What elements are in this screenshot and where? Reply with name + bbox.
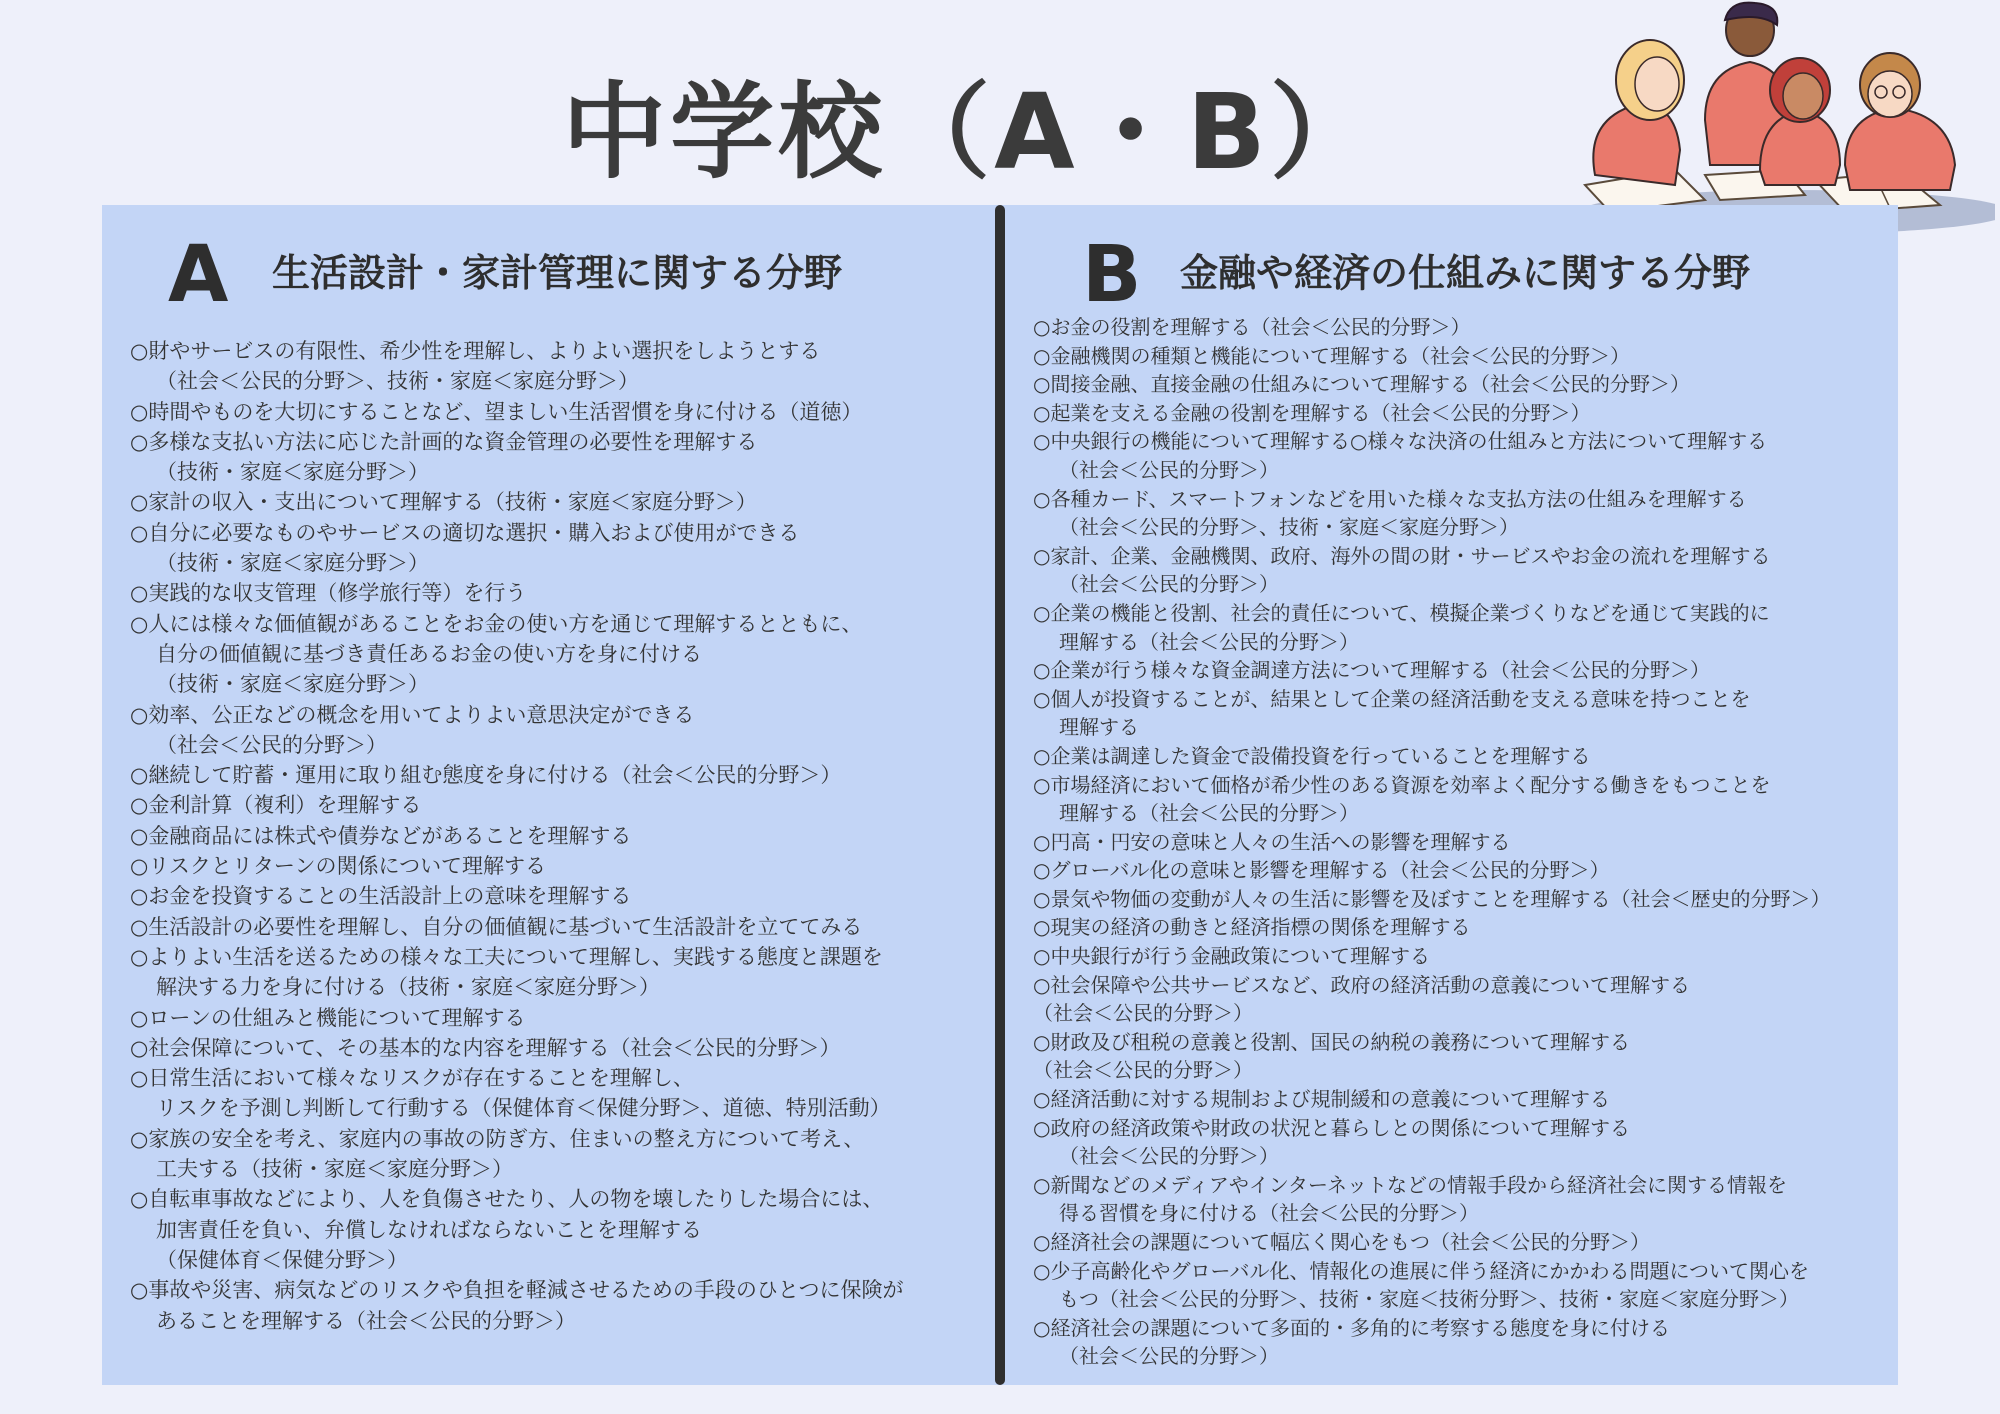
list-item: ○個人が投資することが、結果として企業の経済活動を支える意味を持つことを <box>1033 686 1751 711</box>
column-divider <box>995 205 1005 1385</box>
list-item: （技術・家庭＜家庭分野＞） <box>156 551 429 576</box>
list-item: （社会＜公民的分野＞） <box>1059 1144 1279 1169</box>
list-item: （社会＜公民的分野＞） <box>1059 457 1279 482</box>
list-item: ○よりよい生活を送るための様々な工夫について理解し、実践する態度と課題を <box>130 944 883 969</box>
list-item: ○経済社会の課題について多面的・多角的に考察する態度を身に付ける <box>1033 1315 1671 1340</box>
list-item: 得る習慣を身に付ける（社会＜公民的分野＞） <box>1059 1201 1479 1226</box>
section-a-list <box>130 336 903 1336</box>
list-item: ○市場経済において価格が希少性のある資源を効率よく配分する働きをもつことを <box>1033 772 1771 797</box>
list-item: もつ（社会＜公民的分野＞、技術・家庭＜技術分野＞、技術・家庭＜家庭分野＞） <box>1059 1287 1799 1312</box>
list-item: ○企業が行う様々な資金調達方法について理解する（社会＜公民的分野＞） <box>1033 658 1711 683</box>
list-item: ○多様な支払い方法に応じた計画的な資金管理の必要性を理解する <box>130 429 758 454</box>
list-item: ○ローンの仕組みと機能について理解する <box>130 1005 526 1030</box>
list-item: ○企業の機能と役割、社会的責任について、模擬企業づくりなどを通じて実践的に <box>1033 600 1770 625</box>
list-item: ○財やサービスの有限性、希少性を理解し、よりよい選択をしようとする <box>130 339 821 363</box>
list-item: ○家計の収入・支出について理解する（技術・家庭＜家庭分野＞） <box>130 490 757 515</box>
list-item: ○家計、企業、金融機関、政府、海外の間の財・サービスやお金の流れを理解する <box>1033 543 1771 568</box>
list-item: （技術・家庭＜家庭分野＞） <box>156 672 429 697</box>
list-item: （社会＜公民的分野＞） <box>156 732 387 757</box>
list-item: 理解する <box>1059 715 1139 740</box>
list-item: ○新聞などのメディアやインターネットなどの情報手段から経済社会に関する情報を <box>1033 1172 1788 1197</box>
list-item: ○人には様々な価値観があることをお金の使い方を通じて理解するとともに、 <box>130 611 863 636</box>
list-item: ○社会保障や公共サービスなど、政府の経済活動の意義について理解する <box>1033 972 1691 997</box>
list-item: （技術・家庭＜家庭分野＞） <box>156 460 429 485</box>
list-item: ○お金の役割を理解する（社会＜公民的分野＞） <box>1033 315 1471 339</box>
list-item: ○グローバル化の意味と影響を理解する（社会＜公民的分野＞） <box>1033 858 1610 883</box>
list-item: ○起業を支える金融の役割を理解する（社会＜公民的分野＞） <box>1033 400 1591 425</box>
list-item: （社会＜公民的分野＞） <box>1033 1058 1253 1083</box>
list-item: ○リスクとリターンの関係について理解する <box>130 854 547 879</box>
list-item: ○各種カード、スマートフォンなどを用いた様々な支払方法の仕組みを理解する <box>1033 486 1747 511</box>
list-item: ○財政及び租税の意義と役割、国民の納税の義務について理解する <box>1033 1029 1631 1054</box>
section-b-list <box>1033 313 1830 1371</box>
list-item: （社会＜公民的分野＞） <box>1059 1344 1279 1369</box>
list-item: （保健体育＜保健分野＞） <box>156 1247 408 1272</box>
list-item: リスクを予測し判断して行動する（保健体育＜保健分野＞、道徳、特別活動） <box>156 1096 891 1121</box>
list-item: ○効率、公正などの概念を用いてよりよい意思決定ができる <box>130 702 695 727</box>
list-item: ○自分に必要なものやサービスの適切な選択・購入および使用ができる <box>130 520 800 545</box>
list-item: ○現実の経済の動きと経済指標の関係を理解する <box>1033 915 1471 940</box>
list-item: ○日常生活において様々なリスクが存在することを理解し、 <box>130 1066 694 1091</box>
list-item: ○経済活動に対する規制および規制緩和の意義について理解する <box>1033 1087 1611 1112</box>
list-item: ○間接金融、直接金融の仕組みについて理解する（社会＜公民的分野＞） <box>1033 372 1691 397</box>
list-item: ○少子高齢化やグローバル化、情報化の進展に伴う経済にかかわる問題について関心を <box>1033 1258 1810 1283</box>
list-item: ○継続して貯蓄・運用に取り組む態度を身に付ける（社会＜公民的分野＞） <box>130 763 842 788</box>
list-item: ○経済社会の課題について幅広く関心をもつ（社会＜公民的分野＞） <box>1033 1230 1651 1254</box>
list-item: ○家族の安全を考え、家庭内の事故の防ぎ方、住まいの整え方について考え、 <box>130 1126 865 1151</box>
list-item: 加害責任を負い、弁償しなければならないことを理解する <box>156 1217 702 1242</box>
list-item: ○生活設計の必要性を理解し、自分の価値観に基づいて生活設計を立ててみる <box>130 914 863 939</box>
section-b-letter: B <box>1082 230 1142 320</box>
list-item: ○時間やものを大切にすることなど、望ましい生活習慣を身に付ける（道徳） <box>130 399 863 424</box>
list-item: 自分の価値観に基づき責任あるお金の使い方を身に付ける <box>156 641 702 666</box>
list-item: あることを理解する（社会＜公民的分野＞） <box>156 1308 576 1333</box>
list-item: ○円高・円安の意味と人々の生活への影響を理解する <box>1033 829 1511 854</box>
list-item: ○実践的な収支管理（修学旅行等）を行う <box>130 581 527 606</box>
list-item: ○政府の経済政策や財政の状況と暮らしとの関係について理解する <box>1033 1115 1631 1140</box>
list-item: 理解する（社会＜公民的分野＞） <box>1059 629 1359 654</box>
list-item: （社会＜公民的分野＞、技術・家庭＜家庭分野＞） <box>156 369 639 394</box>
list-item: ○企業は調達した資金で設備投資を行っていることを理解する <box>1033 743 1591 768</box>
list-item: 解決する力を身に付ける（技術・家庭＜家庭分野＞） <box>156 975 660 1000</box>
section-a-letter: A <box>168 230 229 320</box>
list-item: ○金利計算（複利）を理解する <box>130 793 422 818</box>
list-item: 理解する（社会＜公民的分野＞） <box>1059 801 1359 826</box>
section-a-heading: 生活設計・家計管理に関する分野 <box>272 251 843 295</box>
page-title: 中学校（A・B） <box>562 71 1378 193</box>
section-b-heading: 金融や経済の仕組みに関する分野 <box>1180 251 1751 295</box>
list-item: ○社会保障について、その基本的な内容を理解する（社会＜公民的分野＞） <box>130 1035 841 1060</box>
list-item: ○お金を投資することの生活設計上の意味を理解する <box>130 884 632 909</box>
list-item: ○自転車事故などにより、人を負傷させたり、人の物を壊したりした場合には、 <box>130 1187 884 1212</box>
list-item: ○景気や物価の変動が人々の生活に影響を及ぼすことを理解する（社会＜歴史的分野＞） <box>1033 886 1831 911</box>
list-item: ○中央銀行が行う金融政策について理解する <box>1033 944 1431 969</box>
list-item: （社会＜公民的分野＞） <box>1059 572 1279 597</box>
list-item: ○事故や災害、病気などのリスクや負担を軽減させるための手段のひとつに保険が <box>130 1278 904 1303</box>
list-item: （社会＜公民的分野＞、技術・家庭＜家庭分野＞） <box>1059 515 1519 540</box>
list-item: 工夫する（技術・家庭＜家庭分野＞） <box>156 1157 513 1182</box>
list-item: （社会＜公民的分野＞） <box>1033 1001 1253 1026</box>
list-item: ○中央銀行の機能について理解する○様々な決済の仕組みと方法について理解する <box>1033 429 1768 454</box>
list-item: ○金融機関の種類と機能について理解する（社会＜公民的分野＞） <box>1033 343 1631 368</box>
list-item: ○金融商品には株式や債券などがあることを理解する <box>130 823 632 848</box>
